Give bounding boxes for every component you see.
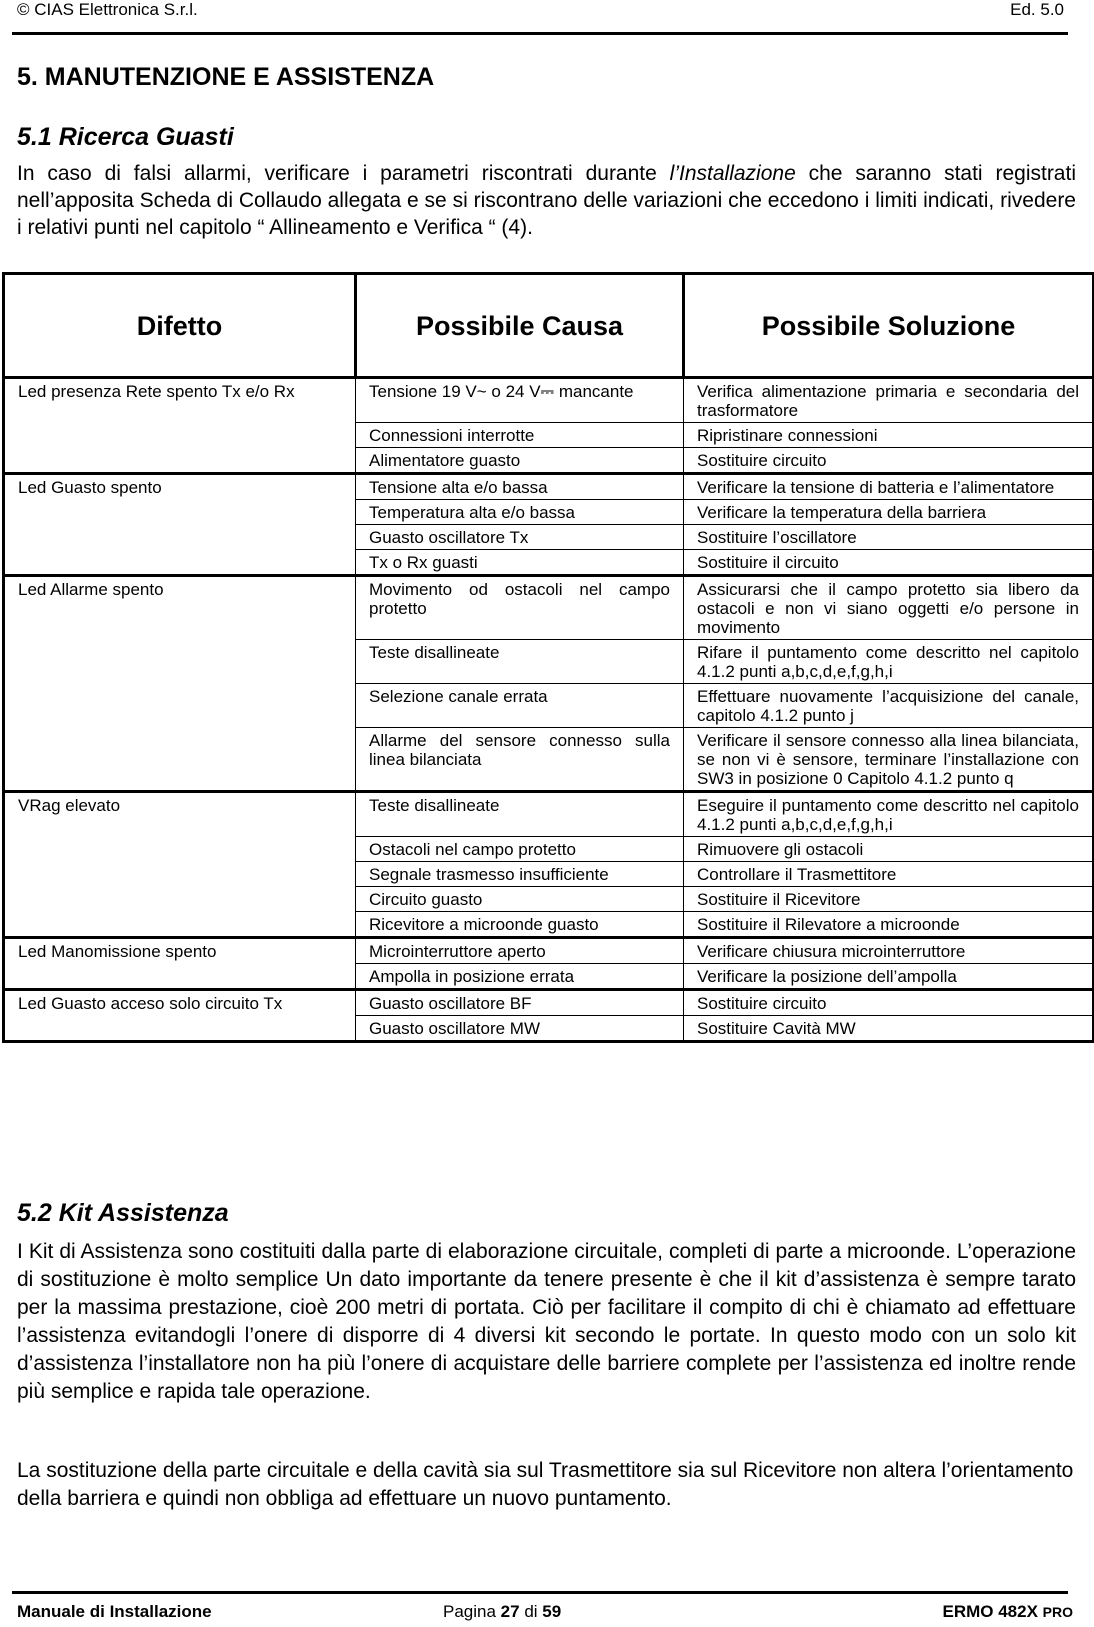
- solution-cell: Eseguire il puntamento come descritto nel capitolo 4.1.2 punti a,b,c,d,e,f,g,h,i: [684, 792, 1094, 837]
- cause-cell: Tensione alta e/o bassa: [356, 474, 684, 500]
- cause-cell: Allarme del sensore connesso sulla linea bilanciata: [356, 728, 684, 792]
- cause-cell: Selezione canale errata: [356, 684, 684, 728]
- defect-cell: Led Guasto acceso solo circuito Tx: [4, 990, 356, 1042]
- solution-cell: Ripristinare connessioni: [684, 423, 1094, 448]
- header-rule: [12, 32, 1068, 35]
- defect-cell: Led Allarme spento: [4, 576, 356, 792]
- defect-cell: Led Guasto spento: [4, 474, 356, 576]
- header-cause: Possibile Causa: [356, 274, 684, 378]
- kit-paragraph-2: La sostituzione della parte circuitale e della cavità sia sul Trasmettitore sia sul Ricevitore non altera l’orientamento della barriera e quindi non obbliga ad effettuare un nuovo puntamento.: [17, 1459, 1074, 1510]
- defect-cell: Led presenza Rete spento Tx e/o Rx: [4, 378, 356, 474]
- troubleshooting-intro: In caso di falsi allarmi, verificare i parametri riscontrati durante l’Installazione che saranno stati registrati nell’apposita Scheda di Collaudo allegata e se si riscontrano delle variazioni che eccedono i limiti indicati, rivedere i relativi punti nel capitolo “ Allineamento e Verifica “ (4).: [17, 162, 1076, 239]
- cause-cell: Ostacoli nel campo protetto: [356, 837, 684, 862]
- cause-cell: Circuito guasto: [356, 887, 684, 912]
- table-row: [4, 474, 1094, 500]
- product-name: ERMO 482X PRO: [942, 1602, 1073, 1621]
- solution-cell: Verificare il sensore connesso alla linea bilanciata, se non vi è sensore, terminare l’installazione con SW3 in posizione 0 Capitolo 4.1.2 punto q: [684, 728, 1094, 792]
- solution-cell: Verifica alimentazione primaria e secondaria del trasformatore: [684, 378, 1094, 423]
- header-solution: Possibile Soluzione: [684, 274, 1094, 378]
- edition: Ed. 5.0: [1010, 0, 1064, 19]
- solution-cell: Verificare la tensione di batteria e l’alimentatore: [684, 474, 1094, 500]
- solution-cell: Assicurarsi che il campo protetto sia libero da ostacoli e non vi siano oggetti e/o persone in movimento: [684, 576, 1094, 640]
- solution-cell: Verificare chiusura microinterruttore: [684, 938, 1094, 964]
- cause-cell: Tensione 19 V~ o 24 V⎓ mancante: [356, 378, 684, 423]
- cause-cell: Alimentatore guasto: [356, 448, 684, 474]
- installation-ref: l’Installazione: [669, 162, 796, 185]
- solution-cell: Sostituire circuito: [684, 990, 1094, 1016]
- cause-cell: Ricevitore a microonde guasto: [356, 912, 684, 938]
- kit-paragraph-1: I Kit di Assistenza sono costituiti dalla parte di elaborazione circuitale, completi di parte a microonde. L’operazione di sostituzione è molto semplice Un dato importante da tenere presente è che il kit d’assistenza è sempre tarato per la massima prestazione, cioè 200 metri di portata. Ciò per facilitare il compito di chi è chiamato ad effettuare l’assistenza evitandogli l’onere di disporre di 4 diversi kit secondo le portate. In questo modo con un solo kit d’assistenza l’installatore non ha più l’onere di acquistare delle barriere complete per l’assistenza ed inoltre rende più semplice e rapida tale operazione.: [17, 1240, 1076, 1403]
- solution-cell: Sostituire il circuito: [684, 550, 1094, 576]
- cause-cell: Movimento od ostacoli nel campo protetto: [356, 576, 684, 640]
- footer-rule: [12, 1591, 1068, 1594]
- manual-name: Manuale di Installazione: [17, 1602, 212, 1621]
- cause-cell: Tx o Rx guasti: [356, 550, 684, 576]
- solution-cell: Verificare la posizione dell’ampolla: [684, 964, 1094, 990]
- table-row: [4, 990, 1094, 1016]
- cause-cell: Teste disallineate: [356, 792, 684, 837]
- solution-cell: Controllare il Trasmettitore: [684, 862, 1094, 887]
- defect-cell: Led Manomissione spento: [4, 938, 356, 990]
- page-number: Pagina 27 di 59: [443, 1602, 562, 1621]
- solution-cell: Sostituire Cavità MW: [684, 1016, 1094, 1042]
- table-row: [4, 792, 1094, 837]
- fault-table: [2, 272, 1094, 1043]
- cause-cell: Guasto oscillatore Tx: [356, 525, 684, 550]
- cause-cell: Temperatura alta e/o bassa: [356, 500, 684, 525]
- cause-cell: Segnale trasmesso insufficiente: [356, 862, 684, 887]
- solution-cell: Sostituire l’oscillatore: [684, 525, 1094, 550]
- solution-cell: Sostituire circuito: [684, 448, 1094, 474]
- solution-cell: Rifare il puntamento come descritto nel capitolo 4.1.2 punti a,b,c,d,e,f,g,h,i: [684, 640, 1094, 684]
- solution-cell: Sostituire il Rilevatore a microonde: [684, 912, 1094, 938]
- subsection-title-troubleshooting: 5.1 Ricerca Guasti: [17, 123, 234, 151]
- cause-cell: Guasto oscillatore MW: [356, 1016, 684, 1042]
- section-title: 5. MANUTENZIONE E ASSISTENZA: [17, 63, 435, 91]
- table-row: [4, 576, 1094, 640]
- cause-cell: Microinterruttore aperto: [356, 938, 684, 964]
- cause-cell: Guasto oscillatore BF: [356, 990, 684, 1016]
- cause-cell: Teste disallineate: [356, 640, 684, 684]
- solution-cell: Verificare la temperatura della barriera: [684, 500, 1094, 525]
- cause-cell: Connessioni interrotte: [356, 423, 684, 448]
- company-name: © CIAS Elettronica S.r.l.: [17, 0, 198, 19]
- header-defect: Difetto: [4, 274, 356, 378]
- defect-cell: VRag elevato: [4, 792, 356, 938]
- page-header: [17, 0, 1064, 24]
- cause-cell: Ampolla in posizione errata: [356, 964, 684, 990]
- solution-cell: Rimuovere gli ostacoli: [684, 837, 1094, 862]
- table-row: [4, 938, 1094, 964]
- solution-cell: Effettuare nuovamente l’acquisizione del canale, capitolo 4.1.2 punto j: [684, 684, 1094, 728]
- subsection-title-kit: 5.2 Kit Assistenza: [17, 1199, 229, 1227]
- table-row: [4, 378, 1094, 423]
- solution-cell: Sostituire il Ricevitore: [684, 887, 1094, 912]
